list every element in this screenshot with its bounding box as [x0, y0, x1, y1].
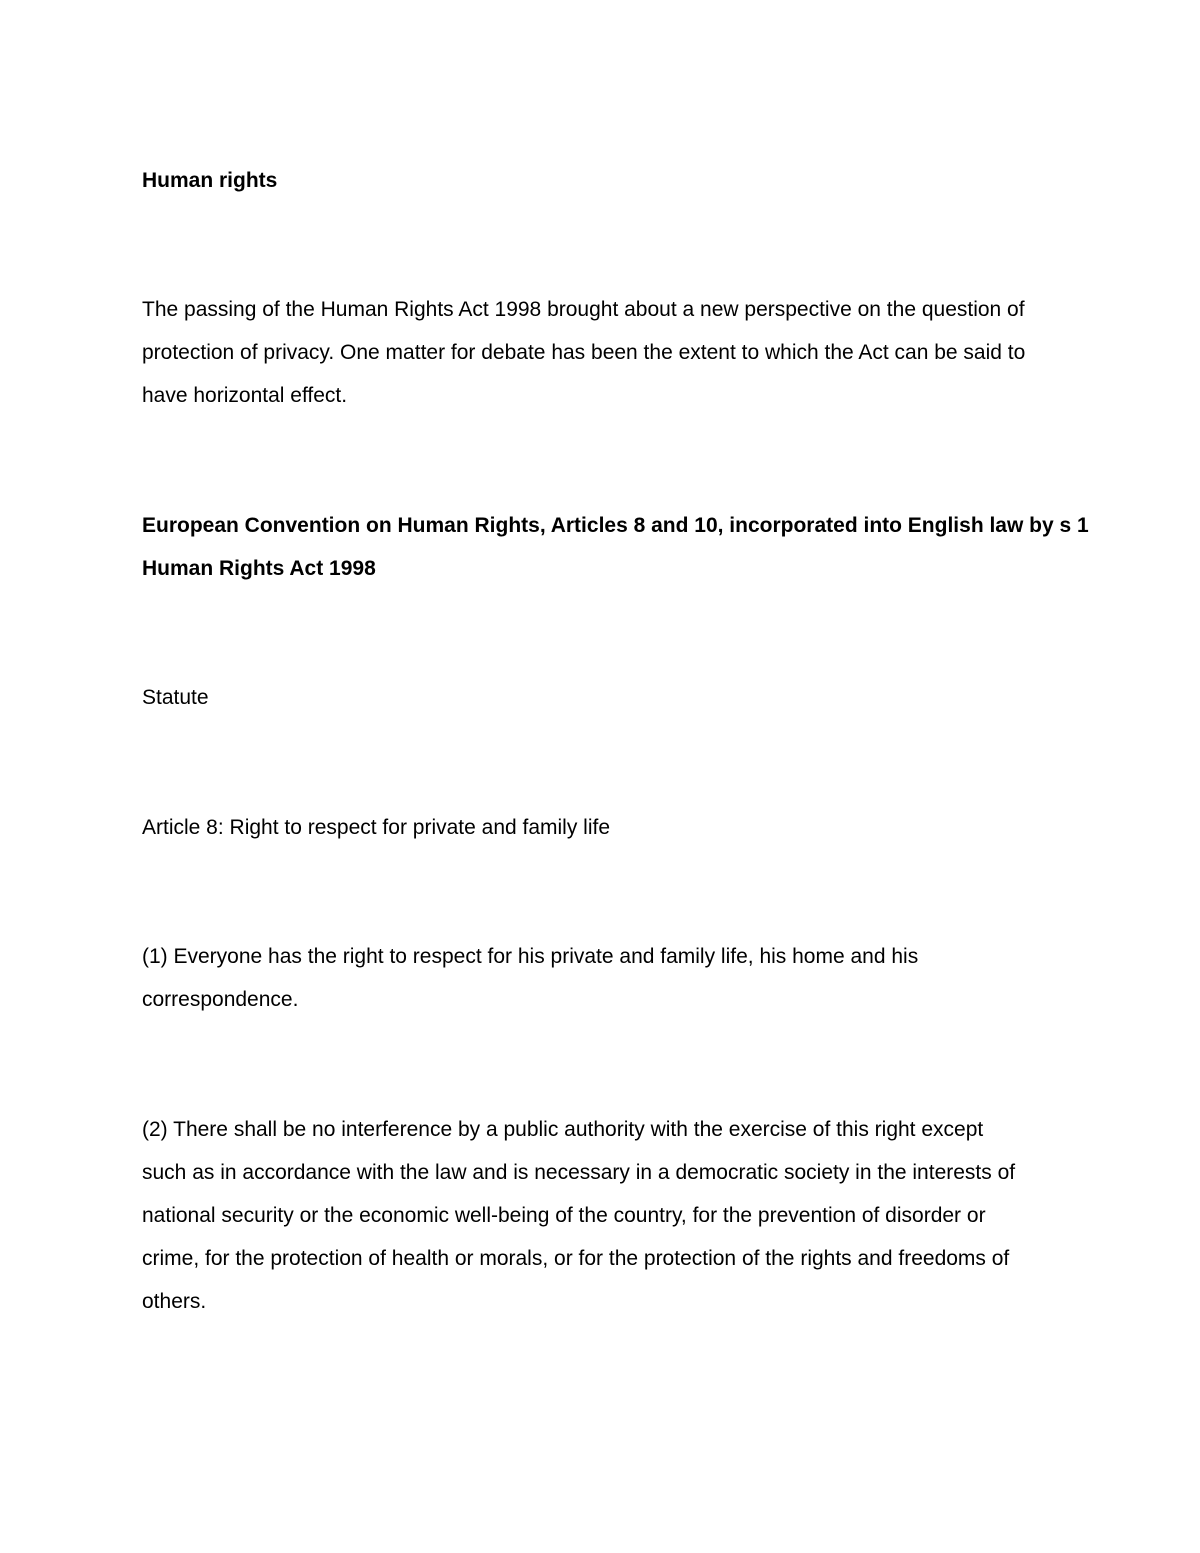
convention-heading-line: Human Rights Act 1998 [142, 557, 376, 580]
clause-2-line: such as in accordance with the law and is necessary in a democratic society in the interests of [142, 1161, 1016, 1184]
clause-1 [142, 935, 1072, 1021]
statute-label-text: Statute [142, 686, 209, 709]
intro-line: have horizontal effect. [142, 384, 348, 407]
article8-title-text: Article 8: Right to respect for private and family life [142, 816, 611, 839]
heading-text: Human rights [142, 169, 278, 192]
intro-paragraph [142, 288, 1072, 417]
intro-line: protection of privacy. One matter for debate has been the extent to which the Act can be said to [142, 341, 1026, 364]
clause-2-line: national security or the economic well-being of the country, for the prevention of disorder or [142, 1204, 986, 1227]
convention-heading [142, 504, 1089, 590]
clause-1-line: (1) Everyone has the right to respect for his private and family life, his home and his [142, 945, 919, 968]
clause-2-line: (2) There shall be no interference by a public authority with the exercise of this right except [142, 1118, 984, 1141]
clause-1-line: correspondence. [142, 988, 299, 1011]
clause-2 [142, 1108, 1072, 1323]
statute-label [142, 676, 1072, 719]
document-heading [142, 159, 1072, 202]
convention-heading-line: European Convention on Human Rights, Articles 8 and 10, incorporated into English law by s 1 [142, 514, 1089, 537]
intro-line: The passing of the Human Rights Act 1998 brought about a new perspective on the question of [142, 298, 1025, 321]
article8-title [142, 806, 1072, 849]
clause-2-line: crime, for the protection of health or morals, or for the protection of the rights and freedoms of [142, 1247, 1010, 1270]
clause-2-line: others. [142, 1290, 207, 1313]
